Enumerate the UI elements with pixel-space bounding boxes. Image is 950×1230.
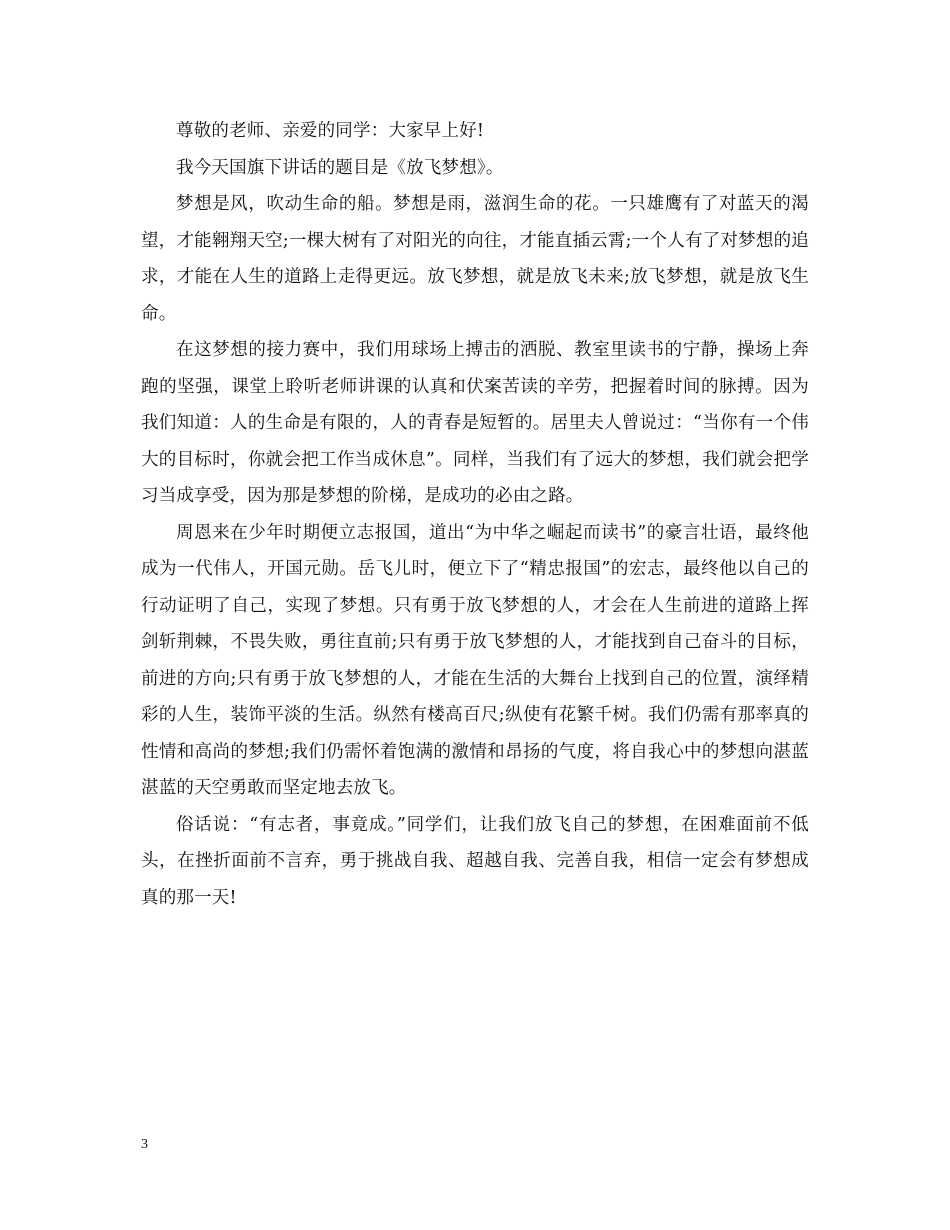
body-paragraph: 在这梦想的接力赛中，我们用球场上搏击的洒脱、教室里读书的宁静，操场上奔跑的坚强，课堂上聆听老师讲课的认真和伏案苦读的辛劳，把握着时间的脉搏。因为我们知道：人的生命是有限的，人的青春是短暂的。居里夫人曾说过：“当你有一个伟大的目标时，你就会把工作当成休息”。同样，当我们有了远大的梦想，我们就会把学习当成享受，因为那是梦想的阶梯，是成功的必由之路。 [141,340,809,506]
page-number: 3 [141,1137,148,1152]
topic-paragraph: 我今天国旗下讲话的题目是《放飞梦想》。 [176,157,504,178]
body-paragraph: 周恩来在少年时期便立志报国，道出“为中华之崛起而读书”的豪言壮语，最终他成为一代伟人，开国元勋。岳飞儿时，便立下了“精忠报国”的宏志，最终他以自己的行动证明了自己，实现了梦想。只有勇于放飞梦想的人，才会在人生前进的道路上挥剑斩荆棘，不畏失败，勇往直前;只有勇于放飞梦想的人，才能找到自己奋斗的目标，前进的方向;只有勇于放飞梦想的人，才能在生活的大舞台上找到自己的位置，演绎精彩的人生，装饰平淡的生活。纵然有楼高百尺;纵使有花繁千树。我们仍需有那率真的性情和高尚的梦想;我们仍需怀着饱满的激情和昂扬的气度，将自我心中的梦想向湛蓝湛蓝的天空勇敢而坚定地去放飞。 [141,522,809,798]
greeting-paragraph: 尊敬的老师、亲爱的同学：大家早上好! [176,121,485,141]
closing-paragraph: 俗话说：“有志者，事竟成。”同学们，让我们放飞自己的梦想，在困难面前不低头，在挫折面前不言弃，勇于挑战自我、超越自我、完善自我，相信一定会有梦想成真的那一天! [141,814,809,908]
speech-body [141,113,809,916]
body-paragraph: 梦想是风，吹动生命的船。梦想是雨，滋润生命的花。一只雄鹰有了对蓝天的渴望，才能翱翔天空;一棵大树有了对阳光的向往，才能直插云霄;一个人有了对梦想的追求，才能在人生的道路上走得更远。放飞梦想，就是放飞未来;放飞梦想，就是放飞生命。 [141,194,809,324]
